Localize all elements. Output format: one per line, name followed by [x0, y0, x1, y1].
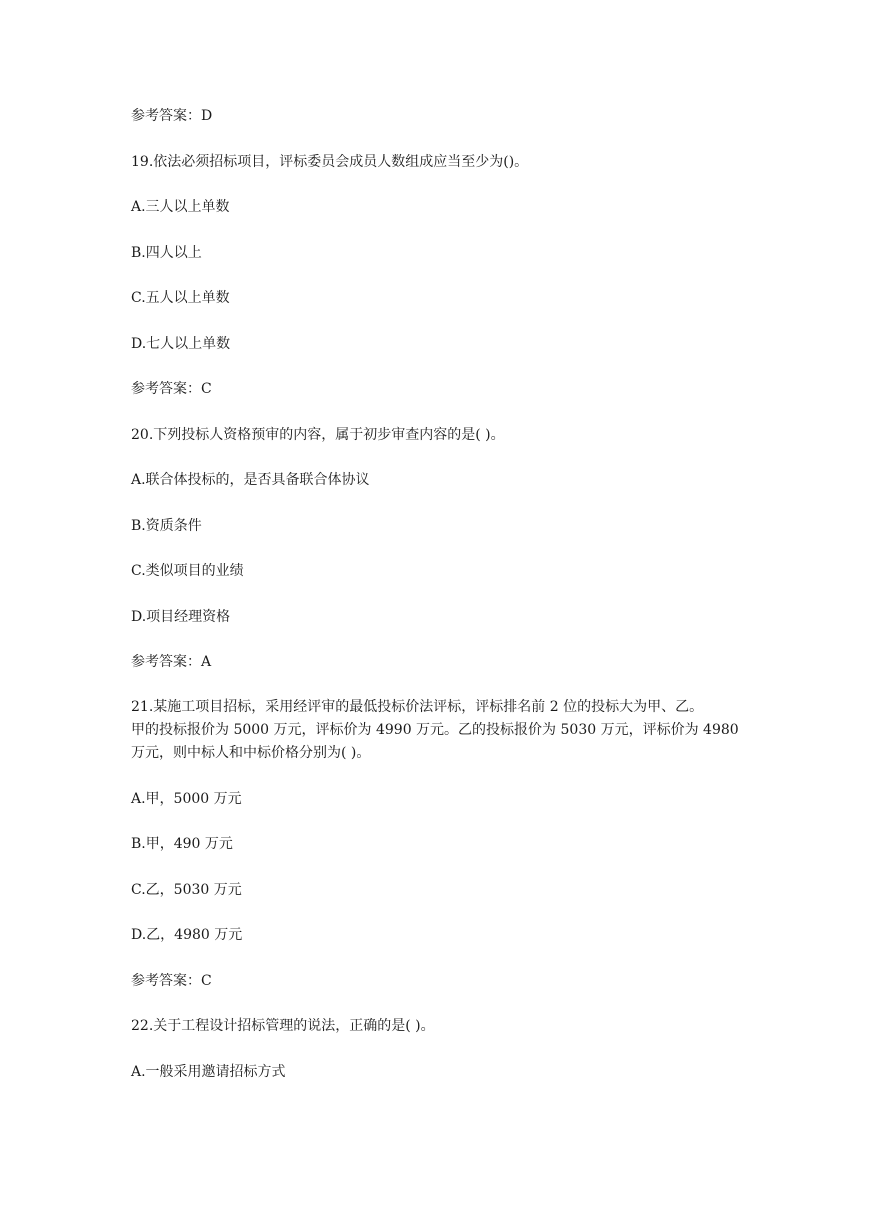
answer-18: 参考答案：D	[131, 108, 213, 124]
answer-19: 参考答案：C	[131, 381, 212, 397]
answer-21: 参考答案：C	[131, 973, 212, 989]
q19-option-a: A.三人以上单数	[131, 199, 230, 215]
question-21-line-2: 甲的投标报价为 5000 万元，评标价为 4990 万元。乙的投标报价为 5030 万元，评标价为 4980	[131, 722, 739, 738]
q21-option-c: C.乙，5030 万元	[131, 882, 242, 898]
q21-option-a: A.甲，5000 万元	[131, 791, 242, 807]
question-22: 22.关于工程设计招标管理的说法，正确的是( )。	[131, 1018, 435, 1034]
question-19: 19.依法必须招标项目，评标委员会成员人数组成应当至少为()。	[131, 154, 529, 170]
q20-option-c: C.类似项目的业绩	[131, 563, 244, 579]
question-21-line-3: 万元，则中标人和中标价格分别为( )。	[131, 745, 371, 761]
q22-option-a: A.一般采用邀请招标方式	[131, 1064, 286, 1080]
q19-option-d: D.七人以上单数	[131, 336, 231, 352]
q20-option-b: B.资质条件	[131, 518, 202, 534]
answer-20: 参考答案：A	[131, 654, 212, 670]
question-21	[131, 696, 741, 765]
q19-option-c: C.五人以上单数	[131, 290, 230, 306]
question-21-line-1: 21.某施工项目招标，采用经评审的最低投标价法评标，评标排名前 2 位的投标大为甲、乙。	[131, 699, 704, 715]
question-20: 20.下列投标人资格预审的内容，属于初步审查内容的是( )。	[131, 427, 505, 443]
q19-option-b: B.四人以上	[131, 245, 202, 261]
q20-option-d: D.项目经理资格	[131, 609, 231, 625]
q20-option-a: A.联合体投标的，是否具备联合体协议	[131, 472, 370, 488]
q21-option-b: B.甲，490 万元	[131, 836, 233, 852]
q21-option-d: D.乙，4980 万元	[131, 927, 243, 943]
